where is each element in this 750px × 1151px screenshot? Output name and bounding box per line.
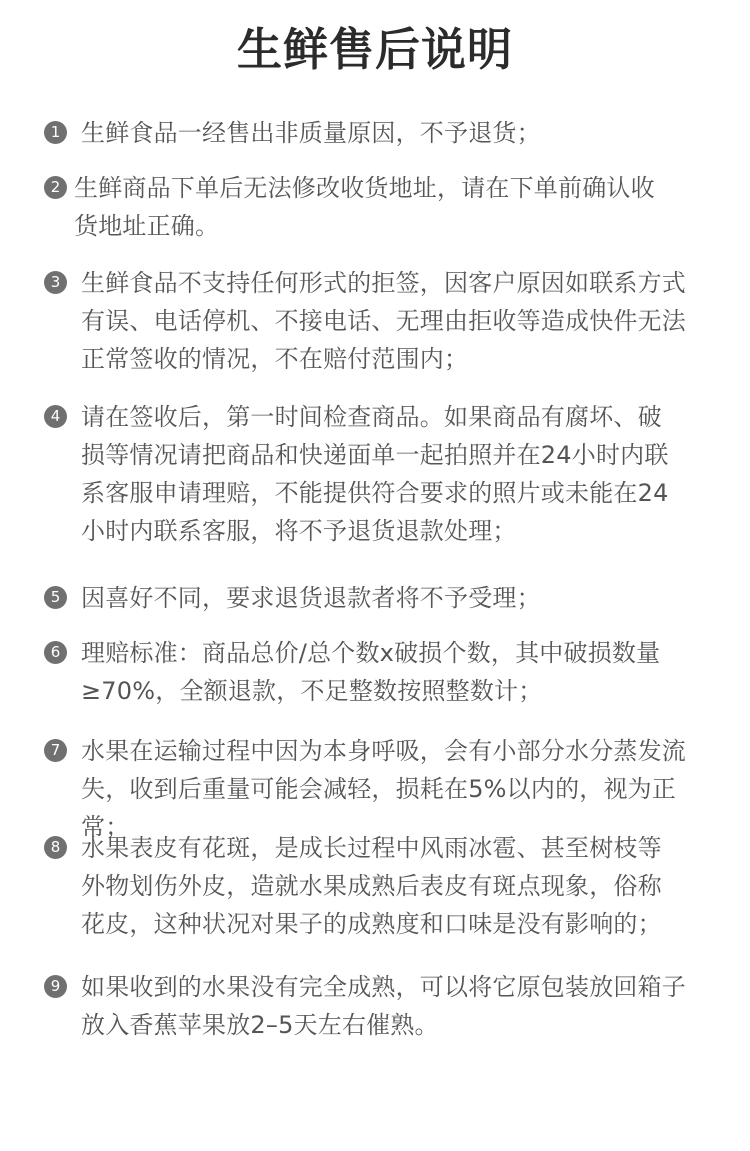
- number-badge-1: 1: [44, 121, 67, 144]
- number-badge-7: 7: [44, 739, 67, 762]
- notice-text-7: 水果在运输过程中因为本身呼吸，会有小部分水分蒸发流 失，收到后重量可能会减轻，损耗在5%以内的，视为正常；: [81, 737, 686, 841]
- notice-text-3: 生鲜食品不支持任何形式的拒签，因客户原因如联系方式 有误、电话停机、不接电话、无理由拒收等造成快件无法 正常签收的情况，不在赔付范围内；: [81, 269, 686, 373]
- number-badge-4: 4: [44, 405, 67, 428]
- notice-text-5: 因喜好不同，要求退货退款者将不予受理；: [81, 584, 541, 612]
- page-title: 生鲜售后说明: [236, 23, 513, 76]
- number-badge-8: 8: [44, 836, 67, 859]
- number-badge-6: 6: [44, 641, 67, 664]
- number-badge-2: 2: [44, 176, 67, 199]
- notice-text-8: 水果表皮有花斑，是成长过程中风雨冰雹、甚至树枝等 外物划伤外皮，造就水果成熟后表皮有斑点现象，俗称 花皮，这种状况对果子的成熟度和口味是没有影响的；: [81, 834, 662, 938]
- notice-text-4: 请在签收后，第一时间检查商品。如果商品有腐坏、破 损等情况请把商品和快递面单一起拍照并在24小时内联 系客服申请理赔，不能提供符合要求的照片或未能在24 小时内联系客服，将不予退货退款处理；: [81, 403, 669, 545]
- notice-text-2: 生鲜商品下单后无法修改收货地址，请在下单前确认收 货地址正确。: [74, 174, 655, 240]
- notice-text-6: 理赔标准：商品总价/总个数x破损个数，其中破损数量 ≥70%，全额退款，不足整数按照整数计；: [81, 639, 661, 705]
- notice-text-1: 生鲜食品一经售出非质量原因，不予退货；: [81, 119, 541, 147]
- notice-text-9: 如果收到的水果没有完全成熟，可以将它原包装放回箱子 放入香蕉苹果放2–5天左右催熟。: [81, 973, 686, 1039]
- number-badge-9: 9: [44, 975, 67, 998]
- number-badge-5: 5: [44, 586, 67, 609]
- number-badge-3: 3: [44, 271, 67, 294]
